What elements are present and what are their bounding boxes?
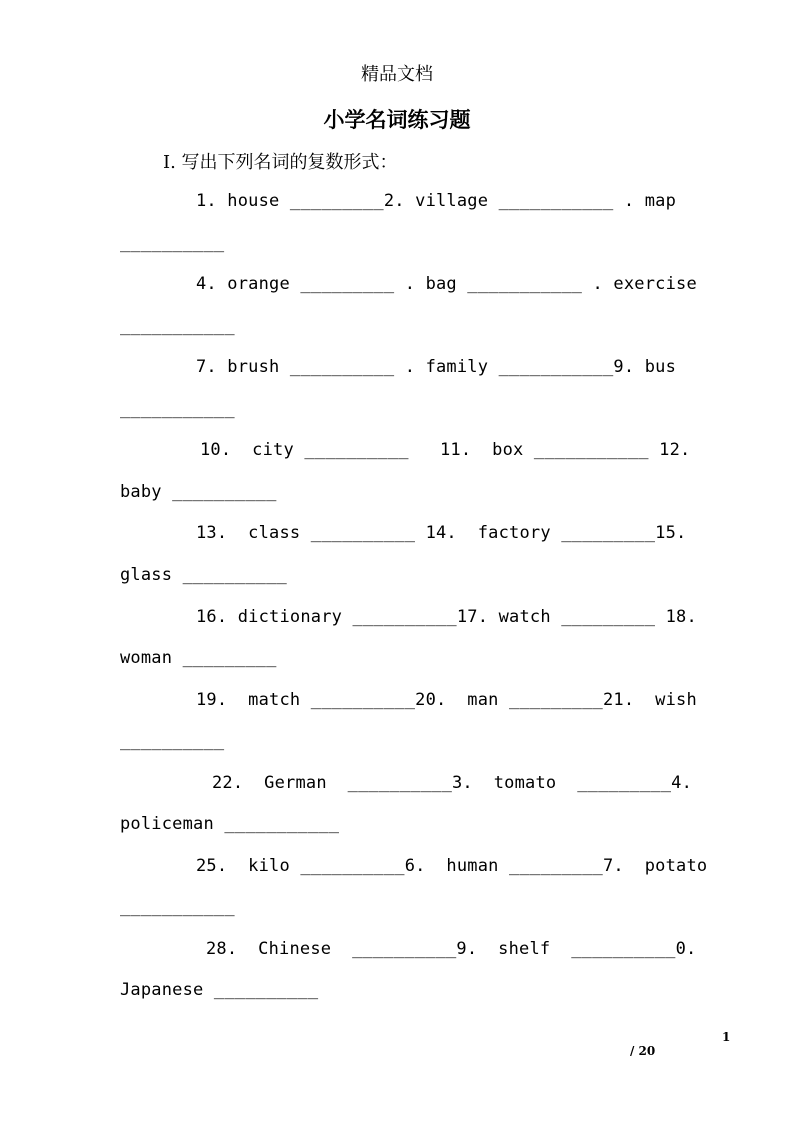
exercise-line: 16. dictionary __________17. watch _________ 18. — [196, 607, 697, 627]
exercise-line: ___________ — [120, 399, 235, 419]
exercise-line: Japanese __________ — [120, 980, 319, 1000]
exercise-line: policeman ___________ — [120, 814, 340, 834]
exercise-line: ___________ — [120, 316, 235, 336]
exercise-line: 7. brush __________ . family ___________9. bus — [196, 357, 677, 377]
exercise-line: 28. Chinese __________9. shelf __________0. — [206, 939, 697, 959]
exercise-line: __________ — [120, 233, 225, 253]
exercise-line: 22. German __________3. tomato _________4. — [212, 773, 693, 793]
exercise-line: baby __________ — [120, 482, 277, 502]
page-title: 小学名词练习题 — [323, 107, 471, 132]
exercise-line: ___________ — [120, 897, 235, 917]
exercise-line: woman _________ — [120, 648, 277, 668]
exercise-line: glass __________ — [120, 565, 287, 585]
exercise-line: __________ — [120, 731, 225, 751]
exercise-line: 19. match __________20. man _________21. wish — [196, 690, 697, 710]
exercise-line: 10. city __________ 11. box ___________ 12. — [200, 440, 691, 460]
exercise-line: 4. orange _________ . bag ___________ . exercise — [196, 274, 697, 294]
page-total: / 20 — [630, 1044, 656, 1058]
exercise-line: 13. class __________ 14. factory _________15. — [196, 523, 687, 543]
section-heading: I. 写出下列名词的复数形式： — [163, 152, 398, 173]
exercise-line: 25. kilo __________6. human _________7. potato — [196, 856, 708, 876]
header-text: 精品文档 — [361, 64, 433, 85]
exercise-line: 1. house _________2. village ___________ . map — [196, 191, 677, 211]
page-number: 1 — [722, 1030, 731, 1044]
